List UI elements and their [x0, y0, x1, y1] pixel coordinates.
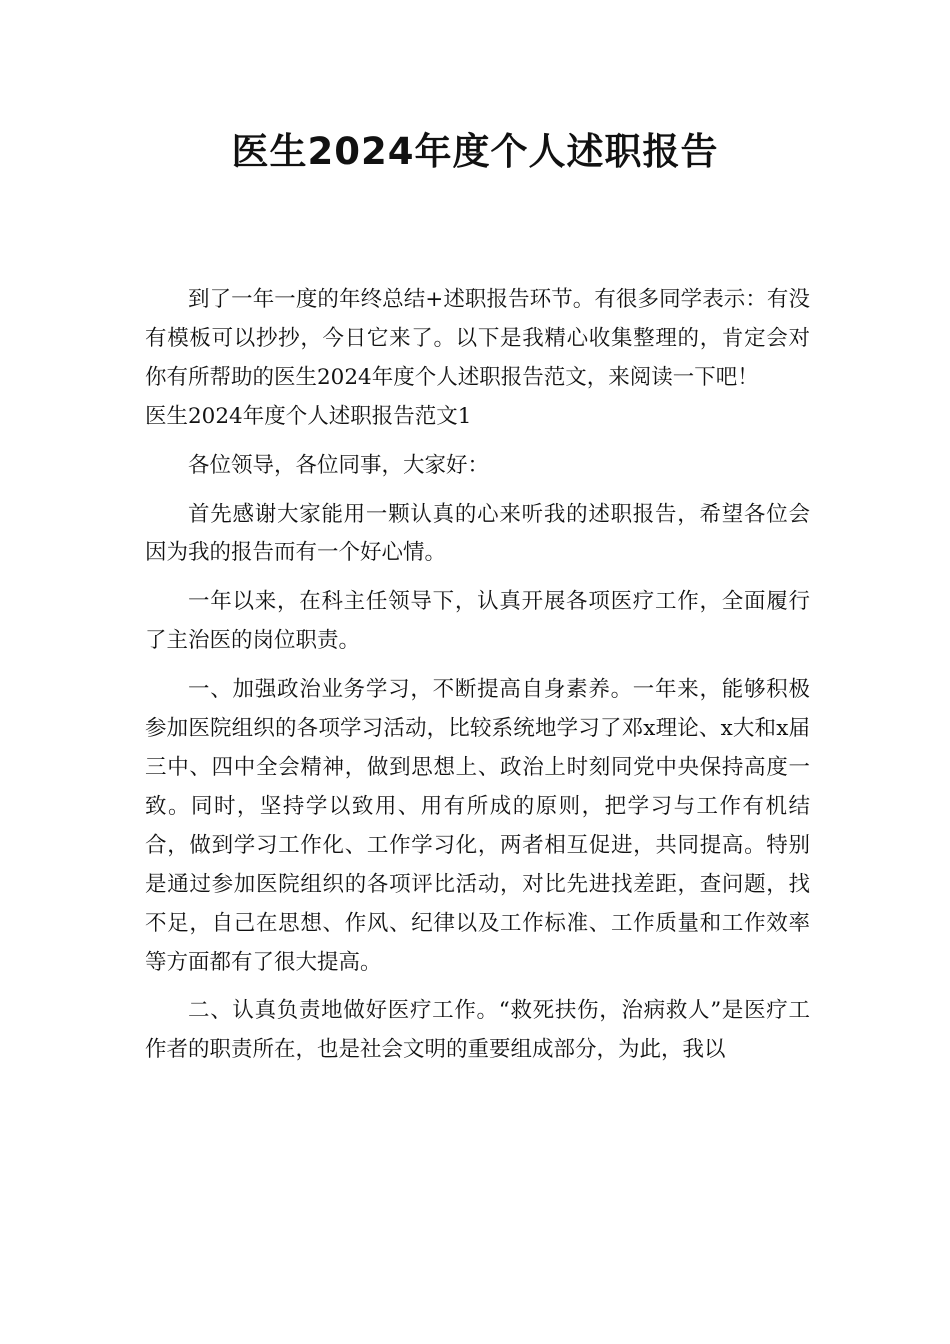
document-title: 医生2024年度个人述职报告	[231, 130, 719, 173]
point-two-paragraph: 二、认真负责地做好医疗工作。“救死扶伤，治病救人”是医疗工作者的职责所在，也是社会文明的重要组成部分，为此，我以	[145, 998, 810, 1063]
document-body	[145, 281, 810, 1070]
overview-paragraph: 一年以来，在科主任领导下，认真开展各项医疗工作，全面履行了主治医的岗位职责。	[145, 589, 810, 654]
thanks-paragraph: 首先感谢大家能用一颗认真的心来听我的述职报告，希望各位会因为我的报告而有一个好心情。	[145, 501, 810, 566]
intro-paragraph: 到了一年一度的年终总结+述职报告环节。有很多同学表示：有没有模板可以抄抄，今日它来了。以下是我精心收集整理的，肯定会对你有所帮助的医生2024年度个人述职报告范文，来阅读一下吧！	[145, 287, 810, 390]
point-one-paragraph: 一、加强政治业务学习，不断提高自身素养。一年来，能够积极参加医院组织的各项学习活动，比较系统地学习了邓x理论、x大和x届三中、四中全会精神，做到思想上、政治上时刻同党中央保持高度一致。同时，坚持学以致用、用有所成的原则，把学习与工作有机结合，做到学习工作化、工作学习化，两者相互促进，共同提高。特别是通过参加医院组织的各项评比活动，对比先进找差距，查问题，找不足，自己在思想、作风、纪律以及工作标准、工作质量和工作效率等方面都有了很大提高。	[145, 677, 810, 975]
greeting-paragraph: 各位领导，各位同事，大家好：	[188, 452, 490, 478]
section-heading: 医生2024年度个人述职报告范文1	[145, 403, 472, 429]
